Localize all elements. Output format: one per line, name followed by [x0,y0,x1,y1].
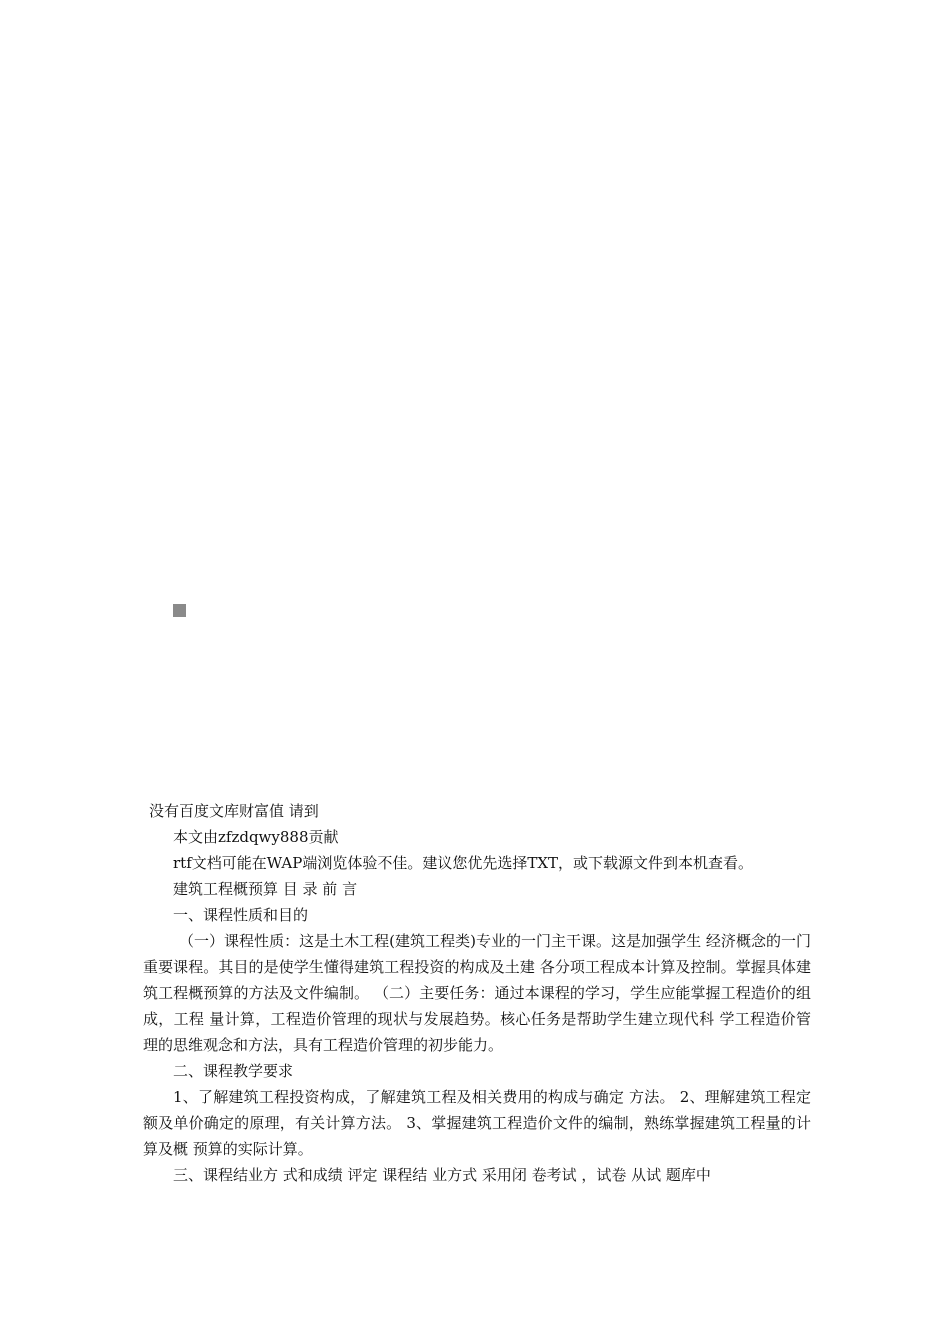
document-title: 建筑工程概预算 目 录 前 言 [173,880,358,898]
section1-body: （一）课程性质：这是土木工程(建筑工程类)专业的一门主干课。这是加强学生 经济概念的一门重要课程。其目的是使学生懂得建筑工程投资的构成及土建 各分项工程成本计算及控制。掌握具体建筑工程概预算的方法及文件编制。 （二）主要任务：通过本课程的学习，学生应能掌握工程造价的组成，工程 量计算，工程造价管理的现状与发展趋势。核心任务是帮助学生建立现代科 学工程造价管理的思维观念和方法，具有工程造价管理的初步能力。 [143,932,811,1054]
section3-line: 三、课程结业方 式和成绩 评定 课程结 业方式 采用闭 卷考试 ，试卷 从试 题库中 [173,1166,711,1184]
section2-body: 1、了解建筑工程投资构成，了解建筑工程及相关费用的构成与确定 方法。 2、理解建筑工程定额及单价确定的原理，有关计算方法。 3、掌握建筑工程造价文件的编制，熟练掌握建筑工程量的计算及概 预算的实际计算。 [143,1088,811,1158]
wealth-notice: 没有百度文库财富值 请到 [149,802,319,820]
section2-heading: 二、课程教学要求 [173,1062,294,1080]
image-placeholder-icon [173,604,186,617]
document-body [143,798,811,1188]
contributor-line: 本文由zfzdqwy888贡献 [173,828,339,846]
format-warning: rtf文档可能在WAP端浏览体验不佳。建议您优先选择TXT，或下载源文件到本机查看。 [173,854,754,872]
section1-heading: 一、课程性质和目的 [173,906,309,924]
